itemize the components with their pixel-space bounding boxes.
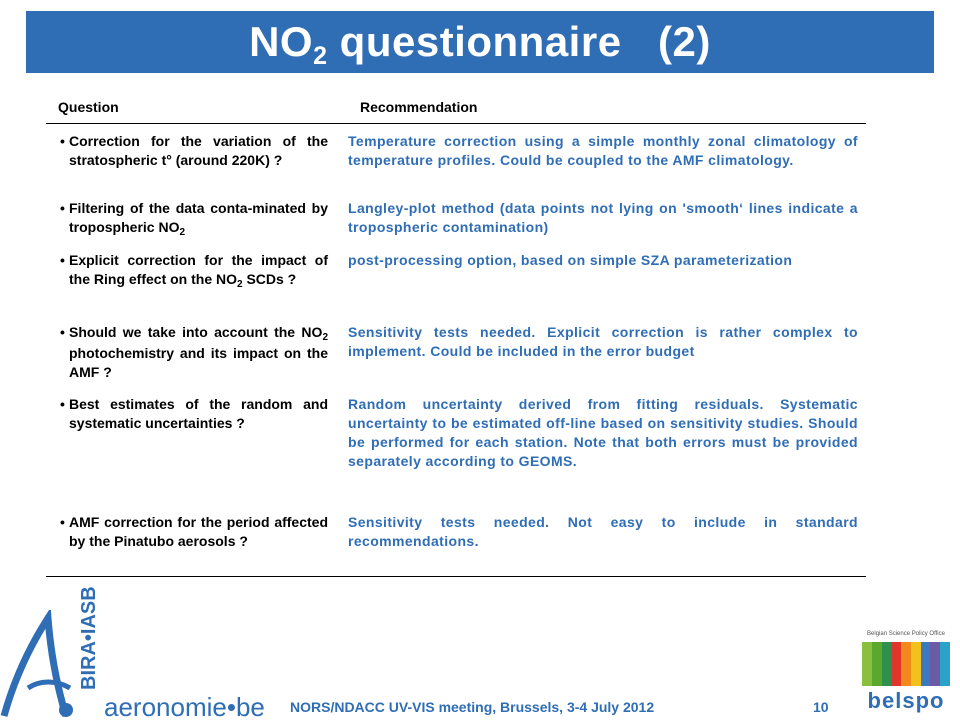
question-cell	[46, 199, 328, 251]
page-number: 10	[813, 699, 829, 715]
question-cell	[46, 132, 328, 199]
questionnaire-table	[46, 90, 866, 575]
aeronomie-logo-text: aeronomie•be	[104, 692, 265, 722]
recommendation-text: Sensitivity tests needed. Not easy to include in standard recommendations.	[348, 514, 858, 549]
question-text: Best estimates of the random and systematic uncertainties ?	[69, 396, 328, 431]
bullet: •	[60, 324, 65, 340]
recommendation-text: post-processing option, based on simple SZA parameterization	[348, 252, 793, 268]
question-text: Filtering of the data conta-minated by tropospheric $NO_2$	[69, 200, 328, 238]
bullet: •	[60, 133, 65, 149]
title-bar	[26, 11, 934, 73]
question-cell	[46, 395, 328, 513]
recommendation-text: Random uncertainty derived from fitting residuals. Systematic uncertainty to be estimated off-line based on sensitivity studies. Should be performed for each station. Note that both errors must be provided separately according to GEOMS.	[348, 396, 858, 469]
header-recommendation: Recommendation	[360, 98, 478, 115]
table-bottom-rule	[46, 576, 866, 577]
bullet: •	[60, 252, 65, 268]
table-row	[46, 251, 866, 323]
table-row	[46, 199, 866, 251]
belspo-caption: Belgian Science Policy Office	[867, 631, 945, 637]
recommendation-text: Sensitivity tests needed. Explicit correction is rather complex to implement. Could be included in the error budget	[348, 324, 858, 359]
table-row	[46, 513, 866, 575]
question-cell	[46, 323, 328, 395]
recommendation-text: Temperature correction using a simple monthly zonal climatology of temperature profiles. Could be coupled to the AMF climatology.	[348, 133, 858, 168]
belspo-logo-icon	[862, 642, 950, 686]
belspo-logo-text: belspo	[867, 688, 945, 713]
table-row	[46, 323, 866, 395]
table-row	[46, 395, 866, 513]
footer-meeting: NORS/NDACC UV-VIS meeting, Brussels, 3-4 July 2012	[290, 699, 655, 715]
table-row	[46, 132, 866, 199]
table-header	[46, 90, 866, 124]
question-text: Should we take into account the $NO_2$ photochemistry and its impact on the AMF ?	[69, 324, 328, 380]
bullet: •	[60, 396, 65, 412]
question-text: Explicit correction for the impact of the Ring effect on the $NO_2$ SCDs ?	[69, 252, 328, 290]
bullet: •	[60, 200, 65, 216]
question-text: Correction for the variation of the stratospheric t° (around 220K) ?	[69, 133, 328, 168]
question-cell	[46, 513, 328, 575]
header-question: Question	[58, 98, 119, 115]
slide-title: $NO_2$ questionnaire (2)	[249, 18, 711, 70]
recommendation-text: Langley-plot method (data points not lying on 'smooth‘ lines indicate a tropospheric contamination)	[348, 200, 858, 235]
bullet: •	[60, 514, 65, 530]
question-text: AMF correction for the period affected by the Pinatubo aerosols ?	[69, 514, 328, 549]
question-cell	[46, 251, 328, 323]
